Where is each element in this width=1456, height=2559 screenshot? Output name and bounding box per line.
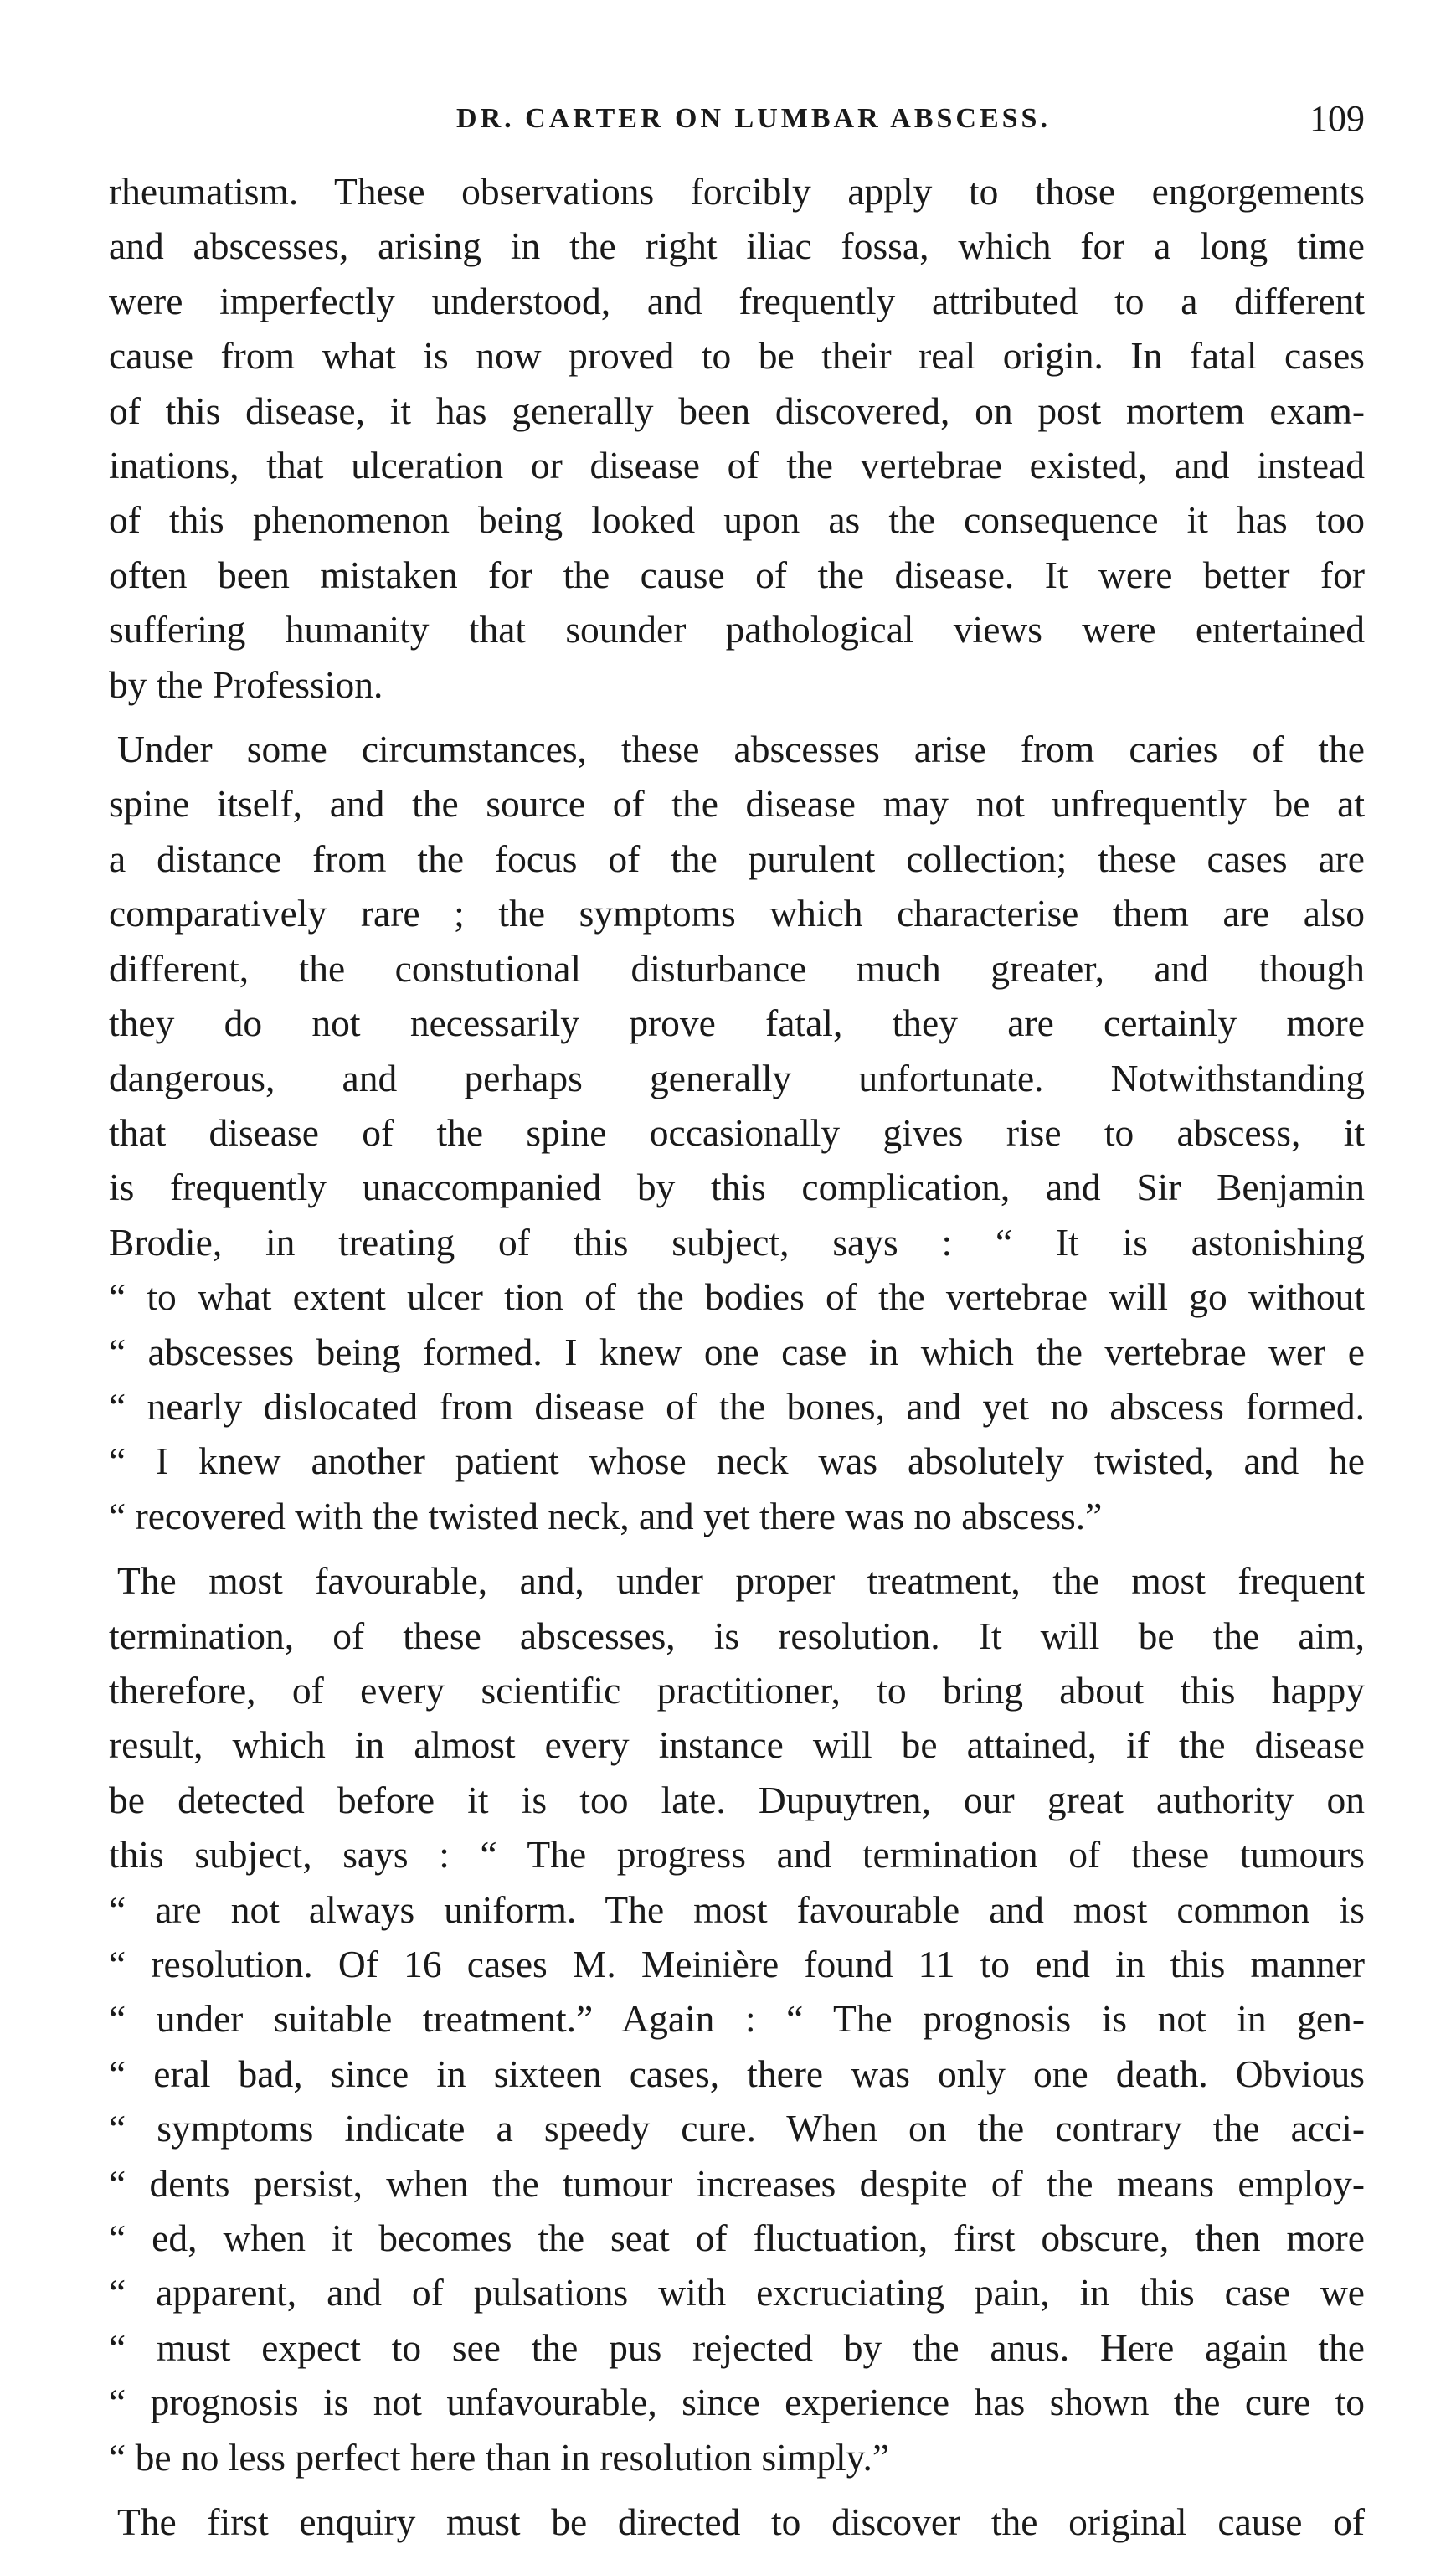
text-line: be detected before it is too late. Dupuytren, our great authority on — [109, 1778, 1365, 1821]
text-line: “ apparent, and of pulsations with excruciating pain, in this case we — [109, 2271, 1365, 2314]
text-line: were imperfectly understood, and frequently attributed to a different — [109, 279, 1365, 322]
text-line: therefore, of every scientific practitioner, to bring about this happy — [109, 1668, 1365, 1712]
text-line: “ eral bad, since in sixteen cases, there was only one death. Obvious — [109, 2052, 1365, 2095]
text-line: “ resolution. Of 16 cases M. Meinière found 11 to end in this manner — [109, 1943, 1365, 1985]
text-line: and abscesses, arising in the right iliac fossa, which for a long time — [109, 224, 1365, 268]
text-line: cause from what is now proved to be their real origin. In fatal cases — [109, 334, 1365, 378]
text-line: inations, that ulceration or disease of the vertebrae existed, and instead — [109, 444, 1365, 487]
text-line: “ abscesses being formed. I knew one case in which the vertebrae wer e — [109, 1330, 1365, 1373]
text-line: “ prognosis is not unfavourable, since experience has shown the cure to — [109, 2381, 1365, 2424]
text-line: “ to what extent ulcer tion of the bodies of the vertebrae will go without — [109, 1275, 1365, 1319]
text-line: spine itself, and the source of the disease may not unfrequently be at — [109, 782, 1365, 826]
text-line: of this disease, it has generally been discovered, on post mortem exam- — [109, 389, 1365, 432]
text-line: result, which in almost every instance will be attained, if the disease — [109, 1723, 1365, 1767]
paragraph-2 — [109, 722, 1365, 1543]
text-line: a distance from the focus of the purulent collection; these cases are — [109, 837, 1365, 880]
text-line: “ recovered with the twisted neck, and yet there was no abscess.” — [109, 1494, 1103, 1537]
text-line: “ symptoms indicate a speedy cure. When on the contrary the acci- — [109, 2107, 1365, 2150]
text-line: dangerous, and perhaps generally unfortunate. Notwithstanding — [109, 1056, 1365, 1099]
text-line: by the Profession. — [109, 662, 383, 706]
text-line: “ under suitable treatment.” Again : “ The prognosis is not in gen- — [109, 1997, 1365, 2041]
text-line: Brodie, in treating of this subject, says : “ It is astonishing — [109, 1220, 1365, 1264]
text-line: is frequently unaccompanied by this complication, and Sir Benjamin — [109, 1166, 1365, 1209]
running-title: DR. CARTER ON LUMBAR ABSCESS. — [456, 103, 1051, 134]
text-line: comparatively rare ; the symptoms which characterise them are also — [109, 892, 1365, 935]
text-line: rheumatism. These observations forcibly apply to those engorgements — [109, 170, 1365, 213]
page-number: 109 — [1309, 98, 1365, 139]
text-line: “ nearly dislocated from disease of the bones, and yet no abscess formed. — [109, 1384, 1365, 1428]
text-line: “ ed, when it becomes the seat of fluctuation, first obscure, then more — [109, 2217, 1365, 2260]
paragraph-3 — [109, 1553, 1365, 2484]
text-line: suffering humanity that sounder pathological views were entertained — [109, 608, 1365, 651]
text-line: “ I knew another patient whose neck was absolutely twisted, and he — [109, 1439, 1365, 1483]
text-line: The most favourable, and, under proper treatment, the most frequent — [117, 1559, 1365, 1603]
text-line: termination, of these abscesses, is resolution. It will be the aim, — [109, 1614, 1365, 1657]
text-line: “ dents persist, when the tumour increases despite of the means employ- — [109, 2161, 1365, 2205]
running-header — [109, 94, 1365, 144]
text-line: this subject, says : “ The progress and termination of these tumours — [109, 1833, 1365, 1877]
text-line: of this phenomenon being looked upon as the consequence it has too — [109, 498, 1365, 542]
text-line: Under some circumstances, these abscesses arise from caries of the — [117, 728, 1365, 771]
text-line: often been mistaken for the cause of the disease. It were better for — [109, 553, 1365, 596]
text-line: different, the constutional disturbance much greater, and though — [109, 946, 1365, 990]
body-text — [109, 164, 1365, 2559]
text-line: that disease of the spine occasionally gives rise to abscess, it — [109, 1110, 1365, 1154]
paragraph-4 — [109, 2495, 1365, 2549]
text-line: they do not necessarily prove fatal, they are certainly more — [109, 1001, 1365, 1045]
text-line: “ must expect to see the pus rejected by the anus. Here again the — [109, 2325, 1365, 2369]
text-line: “ are not always uniform. The most favourable and most common is — [109, 1887, 1365, 1931]
paragraph-1 — [109, 164, 1365, 712]
text-line: “ be no less perfect here than in resolution simply.” — [109, 2435, 890, 2479]
text-line: The first enquiry must be directed to discover the original cause of — [117, 2500, 1365, 2544]
